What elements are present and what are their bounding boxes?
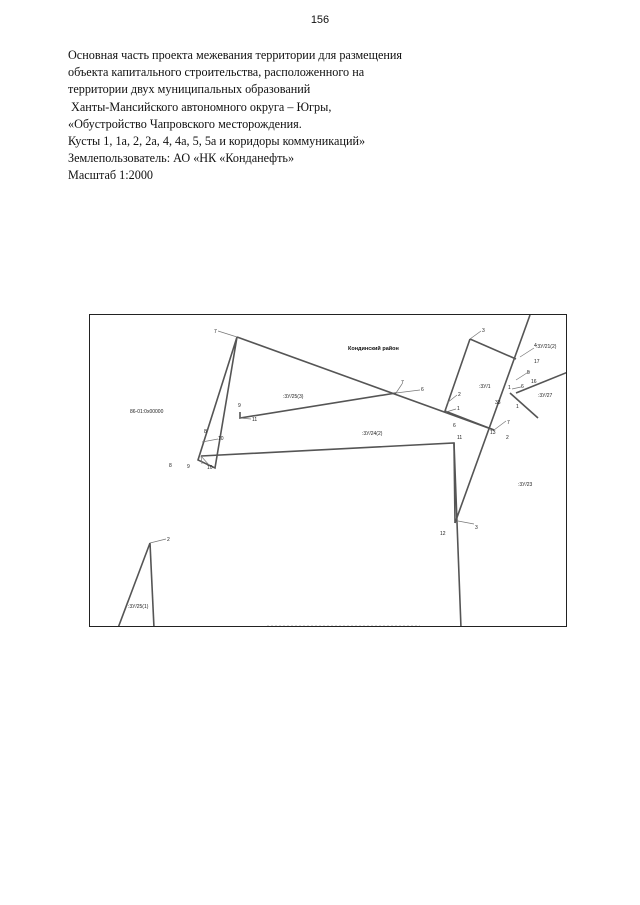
header-line: Кусты 1, 1а, 2, 2а, 4, 4а, 5, 5а и коридоры коммуникаций» bbox=[68, 134, 366, 149]
point-label: 13 bbox=[490, 430, 496, 436]
header-line: Ханты-Мансийского автономного округа – Югры, bbox=[68, 99, 332, 114]
point-label: 7 bbox=[507, 420, 510, 426]
point-label: 10 bbox=[218, 436, 224, 442]
boundary-lines bbox=[118, 315, 567, 627]
point-label: 11 bbox=[457, 435, 463, 441]
region-label: Кондинский район bbox=[348, 346, 399, 352]
point-label: 3 bbox=[475, 525, 478, 531]
leader bbox=[458, 521, 474, 524]
boundary-right-lower bbox=[510, 393, 538, 418]
page-number: 156 bbox=[310, 14, 330, 26]
point-label: 10 bbox=[207, 465, 213, 471]
survey-map-drawing bbox=[90, 315, 567, 627]
point-label: 2 bbox=[458, 392, 461, 398]
point-label: 33 bbox=[495, 400, 501, 406]
leader bbox=[470, 331, 481, 339]
point-label: 11 bbox=[252, 417, 258, 423]
parcel-label: :3У/24(2) bbox=[362, 431, 383, 437]
parcel-label: :3У/21(2) bbox=[536, 344, 557, 350]
leader bbox=[218, 331, 237, 337]
boundary-lower-mid bbox=[454, 443, 455, 523]
leader bbox=[494, 421, 506, 430]
leader bbox=[446, 409, 456, 412]
point-label: 5 bbox=[527, 370, 530, 376]
point-label: 8 bbox=[204, 429, 207, 435]
boundary-corridor-lower bbox=[201, 443, 461, 627]
header-line: Землепользователь: АО «НК «Конданефть» bbox=[68, 151, 295, 166]
header-line: объекта капитального строительства, расположенного на bbox=[68, 65, 365, 80]
point-label: 6 bbox=[421, 387, 424, 393]
survey-map bbox=[89, 314, 567, 627]
leader bbox=[150, 539, 166, 543]
leader bbox=[240, 418, 251, 419]
parcel-label: :3У/1 bbox=[479, 384, 491, 390]
point-label: 6 bbox=[521, 384, 524, 390]
point-label: 1 bbox=[516, 404, 519, 410]
point-label: 12 bbox=[440, 531, 446, 537]
leader-lines bbox=[150, 331, 534, 543]
point-label: 1 bbox=[508, 385, 511, 391]
point-label: 8 bbox=[169, 463, 172, 469]
boundary-corridor-upper bbox=[240, 393, 396, 418]
leader bbox=[396, 390, 420, 393]
header-line: территории двух муниципальных образований bbox=[68, 82, 311, 97]
header-line: Основная часть проекта межевания территории для размещения bbox=[68, 48, 403, 62]
point-label: 4 bbox=[534, 343, 537, 349]
leader bbox=[520, 348, 534, 357]
boundary-left-quad bbox=[198, 337, 237, 468]
leader bbox=[512, 387, 521, 389]
boundary-bottom-left-a bbox=[118, 543, 150, 627]
point-label: 2 bbox=[506, 435, 509, 441]
document-header bbox=[68, 47, 538, 185]
parcel-label: :3У/25(3) bbox=[283, 394, 304, 400]
parcel-label: :3У/27 bbox=[538, 393, 553, 399]
point-label: 7 bbox=[401, 380, 404, 386]
point-label: 9 bbox=[187, 464, 190, 470]
boundary-upper-right-a bbox=[470, 339, 516, 359]
boundary-bottom-left-b bbox=[150, 543, 154, 627]
header-line: «Обустройство Чапровского месторождения. bbox=[68, 116, 302, 131]
parcel-label: :3У/23 bbox=[518, 482, 533, 488]
point-label: 6 bbox=[453, 423, 456, 429]
point-label: 3 bbox=[482, 328, 485, 334]
parcel-label: 86-01:0x00000 bbox=[130, 409, 164, 415]
point-label: 2 bbox=[167, 537, 170, 543]
parcel-label: :3У/25(1) bbox=[128, 604, 149, 610]
point-label: 7 bbox=[214, 329, 217, 335]
point-label: 16 bbox=[531, 379, 537, 385]
point-label: 9 bbox=[238, 403, 241, 409]
point-label: 1 bbox=[457, 406, 460, 412]
point-label: 17 bbox=[534, 359, 540, 365]
scale-line: Масштаб 1:2000 bbox=[68, 168, 154, 183]
